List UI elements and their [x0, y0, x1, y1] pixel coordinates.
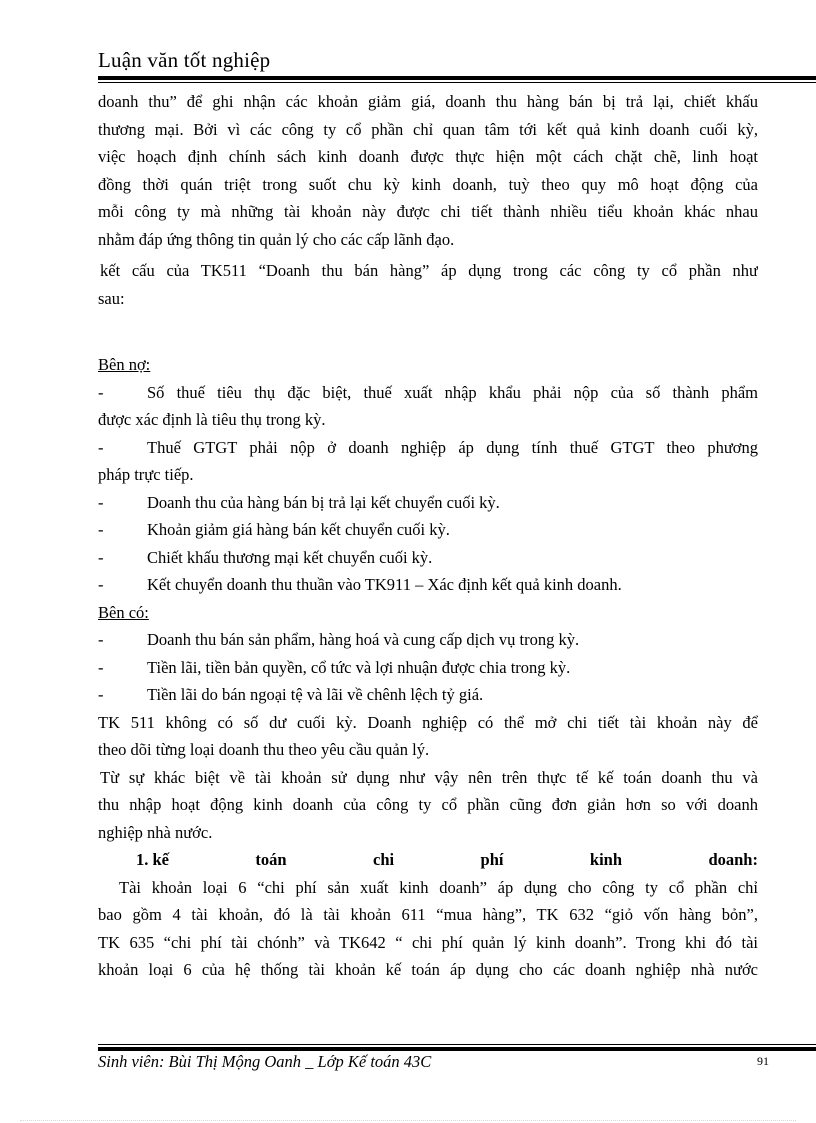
list-item-text: Thuế GTGT phải nộp ở doanh nghiệp áp dụng tính thuế GTGT theo phương [147, 437, 758, 457]
heading-word: toán [255, 850, 287, 869]
list-item [98, 681, 758, 709]
bullet-dash: - [98, 685, 104, 704]
footer-text: Sinh viên: Bùi Thị Mộng Oanh _ Lớp Kế toán 43C [98, 1052, 432, 1071]
list-item [98, 434, 758, 462]
text-line: doanh thu” để ghi nhận các khoản giảm giá, doanh thu hàng bán bị trả lại, chiết khấu [98, 92, 758, 111]
text-line: nhằm đáp ứng thông tin quản lý cho các cấp lãnh đạo. [98, 229, 455, 249]
page-number: 91 [757, 1054, 769, 1068]
text-line: đồng thời quán triệt trong suốt chu kỳ kinh doanh, tuỳ theo quy mô hoạt động của [98, 174, 758, 194]
text-line: Tài khoản loại 6 “chi phí sản xuất kinh doanh” áp dụng cho công ty cổ phần chỉ [119, 877, 758, 897]
bullet-dash: - [98, 657, 104, 677]
list-item [98, 516, 758, 544]
heading-word: doanh: [708, 850, 758, 869]
heading-word: 1. kế [136, 850, 169, 869]
list-item [98, 626, 758, 654]
text-line: kết cấu của TK511 “Doanh thu bán hàng” áp dụng trong các công ty cổ phần như [100, 261, 758, 280]
bullet-dash: - [98, 547, 104, 567]
debit-list [98, 379, 758, 599]
bullet-dash: - [98, 630, 104, 649]
paragraph-1 [98, 88, 758, 253]
text-line: TK 511 không có số dư cuối kỳ. Doanh nghiệp có thể mở chi tiết tài khoản này để [98, 712, 758, 732]
list-item-text: Doanh thu bán sản phẩm, hàng hoá và cung cấp dịch vụ trong kỳ. [147, 630, 580, 649]
text-line: việc hoạch định chính sách kinh doanh được thực hiện một cách chặt chẽ, linh hoạt [98, 147, 758, 166]
list-item [98, 654, 758, 682]
list-item-text: Tiền lãi, tiền bản quyền, cổ tức và lợi nhuận được chia trong kỳ. [147, 657, 571, 677]
footer-rule-thick [98, 1047, 816, 1051]
paragraph-5 [98, 874, 758, 984]
list-item-text: Khoản giảm giá hàng bán kết chuyển cuối kỳ. [147, 520, 450, 539]
list-item-text: Tiền lãi do bán ngoại tệ và lãi về chênh lệch tỷ giá. [147, 685, 484, 704]
page-header-title: Luận văn tốt nghiệp [98, 48, 271, 72]
list-item-continuation: được xác định là tiêu thụ trong kỳ. [98, 410, 326, 429]
text-line: mỗi công ty mà những tài khoản này được chi tiết thành nhiều tiểu khoản khác nhau [98, 202, 758, 221]
list-item [98, 544, 758, 572]
section-heading [98, 846, 758, 874]
bullet-dash: - [98, 575, 104, 594]
list-item-text: Chiết khấu thương mại kết chuyển cuối kỳ. [147, 547, 433, 567]
list-item-text: Kết chuyển doanh thu thuần vào TK911 – Xác định kết quả kinh doanh. [147, 575, 622, 594]
header-rule-thin [98, 82, 816, 83]
heading-word: phí [480, 850, 504, 869]
text-line: nghiệp nhà nước. [98, 822, 213, 842]
text-line: Từ sự khác biệt về tài khoản sử dụng như vậy nên trên thực tế kế toán doanh thu và [100, 767, 758, 787]
footer-rule-thin [98, 1044, 816, 1045]
bullet-dash: - [98, 520, 104, 539]
bullet-dash: - [98, 492, 104, 512]
text-line: thương mại. Bởi vì các công ty cổ phần chỉ quan tâm tới kết quả kinh doanh cuối kỳ, [98, 119, 758, 139]
bullet-dash: - [98, 382, 104, 402]
heading-word: kinh [589, 850, 623, 869]
credit-heading: Bên có: [98, 602, 149, 622]
text-line: thu nhập hoạt động kinh doanh của công ty cổ phần cũng đơn giản hơn so với doanh [98, 795, 758, 814]
text-line: bao gồm 4 tài khoản, đó là tài khoản 611 “mua hàng”, TK 632 “giỏ vốn hàng bỏn”, [98, 905, 758, 924]
text-line: TK 635 “chi phí tài chónh” và TK642 “ chi phí quản lý kinh doanh”. Trong khi đó tài [98, 932, 758, 952]
bullet-dash: - [98, 437, 104, 457]
list-item [98, 489, 758, 517]
list-item-text: Doanh thu của hàng bán bị trả lại kết chuyển cuối kỳ. [147, 492, 500, 512]
credit-list [98, 626, 758, 709]
list-item [98, 571, 758, 599]
list-item-continuation: pháp trực tiếp. [98, 465, 194, 484]
paragraph-2 [98, 257, 758, 312]
paragraph-4 [98, 764, 758, 847]
heading-word: chi [373, 850, 395, 869]
list-item [98, 379, 758, 407]
header-rule-thick [98, 76, 816, 80]
list-item-text: Số thuế tiêu thụ đặc biệt, thuế xuất nhập khẩu phải nộp của số thành phẩm [147, 382, 758, 402]
text-line: theo dõi từng loại doanh thu theo yêu cầu quản lý. [98, 740, 430, 759]
text-line: sau: [98, 288, 125, 308]
page-edge-dots [20, 1120, 796, 1121]
text-line: khoản loại 6 của hệ thống tài khoản kế toán áp dụng cho các doanh nghiệp nhà nước [98, 960, 758, 979]
debit-heading: Bên nợ: [98, 355, 151, 374]
page-body [98, 88, 758, 984]
paragraph-3 [98, 709, 758, 764]
